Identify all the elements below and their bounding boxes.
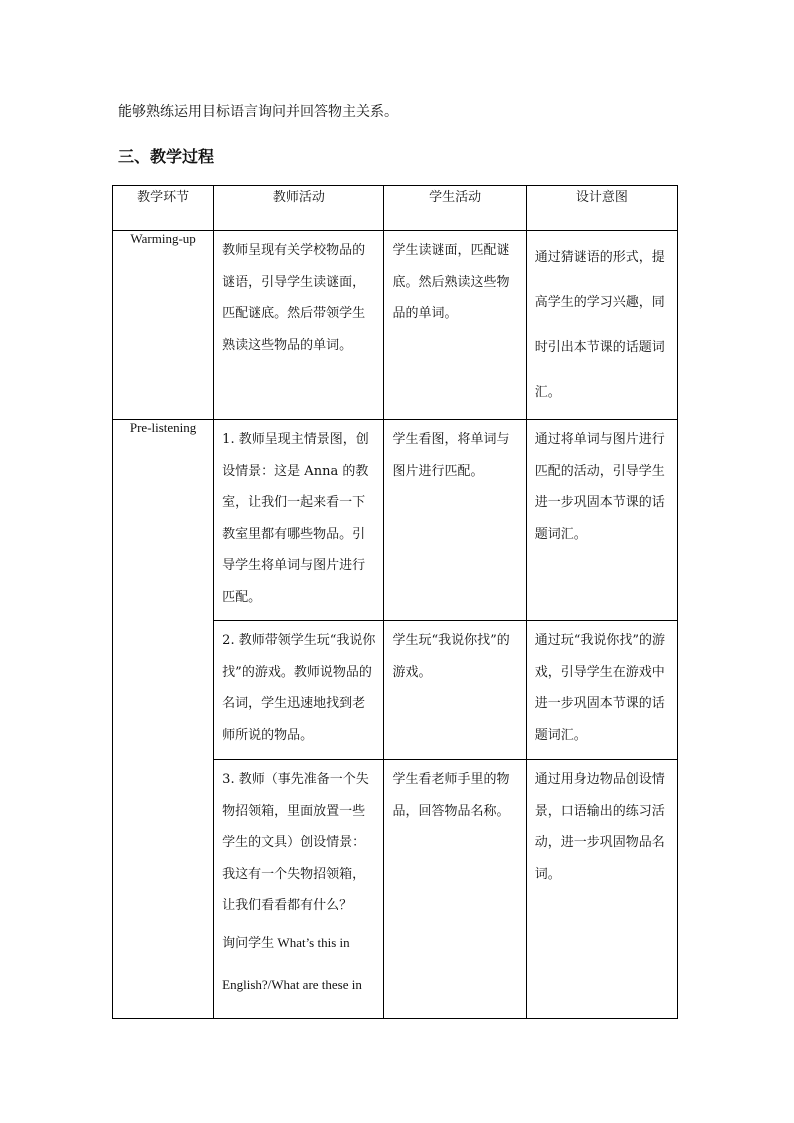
warmup-intent-text: 通过猜谜语的形式，提高学生的学习兴趣，同时引出本节课的话题词汇。 [534,250,665,400]
prelistening-1-intent-text: 通过将单词与图片进行匹配的活动，引导学生进一步巩固本节课的话题词汇。 [534,432,665,542]
prelistening-2-teacher-text: 2. 教师带领学生玩“我说你找”的游戏。教师说物品的名词，学生迅速地找到老师所说的物品。 [222,633,376,743]
prelistening-1-teacher-activity [214,420,384,621]
prelistening-2-student-text: 学生玩“我说你找”的游戏。 [392,633,510,680]
section-heading: 三、教学过程 [118,147,215,166]
prelistening-3-design-intent [526,760,677,1019]
prelistening-3-teacher-question-1: 询问学生 What’s this in [222,934,350,950]
warmup-teacher-activity [214,231,384,420]
teaching-process-table [112,185,678,1019]
prelistening-1-teacher-text: 1. 教师呈现主情景图，创设情景：这是 Anna 的教室，让我们一起来看一下教室里都有哪些物品。引导学生将单词与图片进行匹配。 [222,432,369,605]
prelistening-3-teacher-question-2: English?/What are these in [222,976,362,992]
prelistening-2-teacher-activity [214,621,384,760]
header-design-intent: 设计意图 [526,186,677,231]
prelistening-1-student-text: 学生看图，将单词与图片进行匹配。 [392,432,510,479]
header-stage: 教学环节 [113,186,214,231]
prelistening-3-intent-text: 通过用身边物品创设情景，口语输出的练习活动，进一步巩固物品名词。 [534,772,665,882]
prelistening-3-teacher-text: 3. 教师（事先准备一个失物招领箱，里面放置一些学生的文具）创设情景：我这有一个失物招领箱，让我们看看都有什么？ [222,772,369,913]
table-row-warmup [113,231,678,420]
warmup-teacher-text: 教师呈现有关学校物品的谜语，引导学生读谜面，匹配谜底。然后带领学生熟读这些物品的单词。 [222,243,366,353]
stage-pre-listening: Pre-listening [113,420,214,1019]
table-header-row [113,186,678,231]
prelistening-3-student-text: 学生看老师手里的物品，回答物品名称。 [392,772,510,819]
prelistening-2-student-activity [384,621,526,760]
intro-text: 能够熟练运用目标语言询问并回答物主关系。 [118,104,398,120]
prelistening-2-design-intent [526,621,677,760]
table-row-prelistening-1 [113,420,678,621]
prelistening-1-student-activity [384,420,526,621]
prelistening-3-student-activity [384,760,526,1019]
prelistening-1-design-intent [526,420,677,621]
warmup-student-activity [384,231,526,420]
header-teacher-activity: 教师活动 [214,186,384,231]
warmup-design-intent [526,231,677,420]
prelistening-3-teacher-activity [214,760,384,1019]
prelistening-2-intent-text: 通过玩“我说你找”的游戏，引导学生在游戏中进一步巩固本节课的话题词汇。 [534,633,666,743]
stage-warming-up: Warming-up [113,231,214,420]
warmup-student-text: 学生读谜面，匹配谜底。然后熟读这些物品的单词。 [392,243,510,321]
header-student-activity: 学生活动 [384,186,526,231]
